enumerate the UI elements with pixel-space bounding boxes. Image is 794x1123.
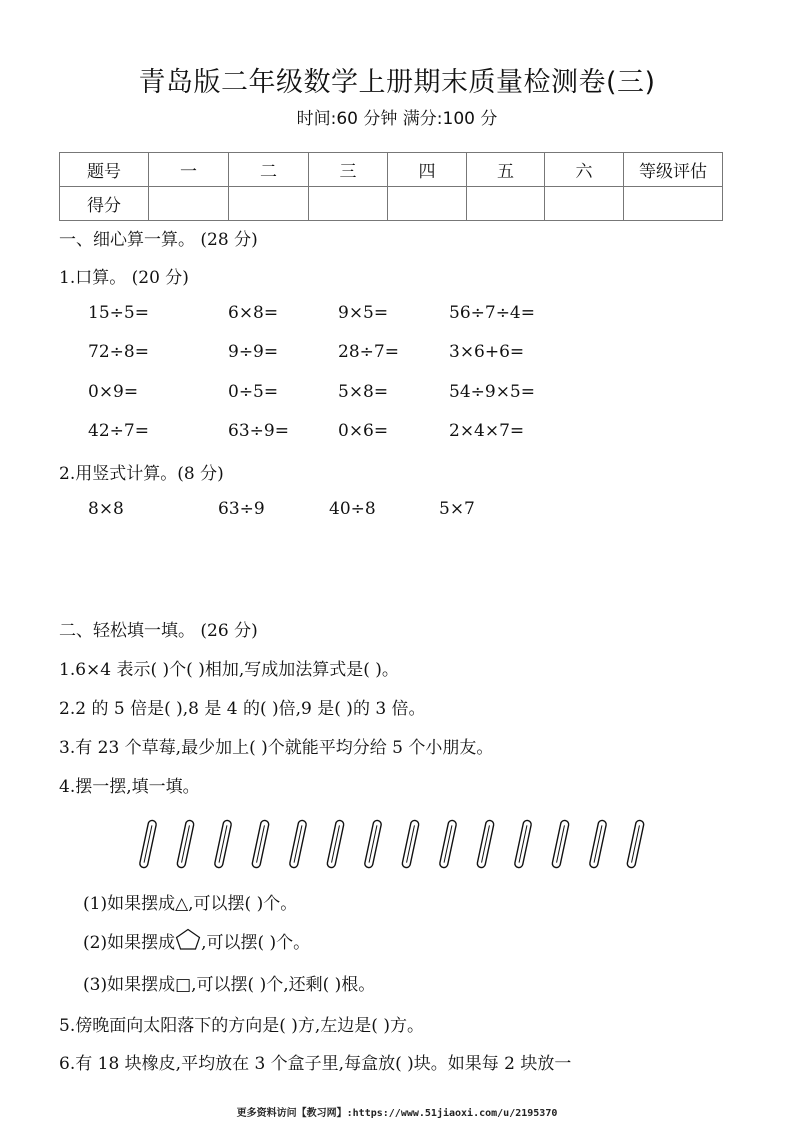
question-1-1-heading: 1.口算。 (20 分): [59, 268, 189, 288]
mental-math-item: 42÷7=: [88, 421, 149, 441]
mental-math-item: 0×9=: [88, 382, 139, 402]
matchstick: [139, 820, 157, 869]
score-cell[interactable]: [149, 187, 229, 221]
question-2-4-sub-2: [83, 928, 310, 953]
matchstick: [514, 820, 532, 869]
mental-math-item: 3×6+6=: [449, 342, 525, 362]
score-cell[interactable]: [624, 187, 723, 221]
mental-math-item: 56÷7÷4=: [449, 303, 535, 323]
mental-math-item: 9÷9=: [228, 342, 279, 362]
matchstick: [252, 820, 270, 869]
matchstick: [589, 820, 607, 869]
vertical-calc-item: 63÷9: [218, 499, 265, 519]
question-2-1: 1.6×4 表示( )个( )相加,写成加法算式是( )。: [59, 660, 399, 680]
mental-math-item: 15÷5=: [88, 303, 149, 323]
vertical-calc-item: 5×7: [439, 499, 475, 519]
question-1-2-heading: 2.用竖式计算。(8 分): [59, 464, 224, 484]
question-2-4-sub-2-prefix: (2)如果摆成: [83, 933, 176, 953]
score-cell[interactable]: [467, 187, 545, 221]
matchstick: [214, 820, 232, 869]
mental-math-item: 9×5=: [338, 303, 389, 323]
question-2-2: 2.2 的 5 倍是( ),8 是 4 的( )倍,9 是( )的 3 倍。: [59, 699, 426, 719]
matchstick: [627, 820, 645, 869]
question-2-4-sub-1: (1)如果摆成△,可以摆( )个。: [83, 894, 298, 914]
mental-math-item: 28÷7=: [338, 342, 399, 362]
mental-math-item: 5×8=: [338, 382, 389, 402]
score-cell[interactable]: [388, 187, 467, 221]
score-row-label: 得分: [60, 187, 149, 221]
question-2-6: 6.有 18 块橡皮,平均放在 3 个盒子里,每盒放( )块。如果每 2 块放一: [59, 1054, 572, 1074]
matchstick: [552, 820, 570, 869]
score-header-cell: 三: [309, 153, 388, 187]
vertical-calc-item: 8×8: [88, 499, 124, 519]
score-cell[interactable]: [545, 187, 624, 221]
score-table-header-row: [60, 153, 723, 187]
mental-math-item: 0÷5=: [228, 382, 279, 402]
matchstick: [289, 820, 307, 869]
score-header-cell: 二: [229, 153, 309, 187]
footer-link[interactable]: 更多资料访问【教习网】:https://www.51jiaoxi.com/u/2195370: [236, 1108, 558, 1119]
mental-math-item: 72÷8=: [88, 342, 149, 362]
score-header-cell: 六: [545, 153, 624, 187]
question-2-4-heading: 4.摆一摆,填一填。: [59, 777, 200, 797]
question-2-4-sub-3: (3)如果摆成□,可以摆( )个,还剩( )根。: [83, 975, 376, 995]
mental-math-item: 2×4×7=: [449, 421, 525, 441]
matchstick: [177, 820, 195, 869]
matchstick: [327, 820, 345, 869]
question-2-4-sub-2-suffix: ,可以摆( )个。: [201, 933, 311, 953]
matchsticks-illustration: [136, 818, 676, 870]
score-cell[interactable]: [229, 187, 309, 221]
exam-info: 时间:60 分钟 满分:100 分: [296, 109, 498, 129]
mental-math-item: 54÷9×5=: [449, 382, 535, 402]
score-cell[interactable]: [309, 187, 388, 221]
section-1-heading: 一、细心算一算。 (28 分): [59, 230, 258, 250]
score-header-cell: 题号: [60, 153, 149, 187]
section-2-heading: 二、轻松填一填。 (26 分): [59, 621, 258, 641]
question-2-5: 5.傍晚面向太阳落下的方向是( )方,左边是( )方。: [59, 1016, 424, 1036]
matchstick: [439, 820, 457, 869]
matchstick: [402, 820, 420, 869]
mental-math-item: 63÷9=: [228, 421, 289, 441]
page-title: 青岛版二年级数学上册期末质量检测卷(三): [138, 67, 656, 98]
matchstick: [364, 820, 382, 869]
pentagon-icon: [175, 928, 201, 950]
vertical-calc-item: 40÷8: [329, 499, 376, 519]
score-header-cell: 等级评估: [624, 153, 723, 187]
mental-math-item: 6×8=: [228, 303, 279, 323]
score-table: [59, 152, 723, 221]
question-2-3: 3.有 23 个草莓,最少加上( )个就能平均分给 5 个小朋友。: [59, 738, 494, 758]
mental-math-item: 0×6=: [338, 421, 389, 441]
score-header-cell: 四: [388, 153, 467, 187]
score-header-cell: 一: [149, 153, 229, 187]
score-table-score-row: [60, 187, 723, 221]
matchstick: [477, 820, 495, 869]
score-header-cell: 五: [467, 153, 545, 187]
